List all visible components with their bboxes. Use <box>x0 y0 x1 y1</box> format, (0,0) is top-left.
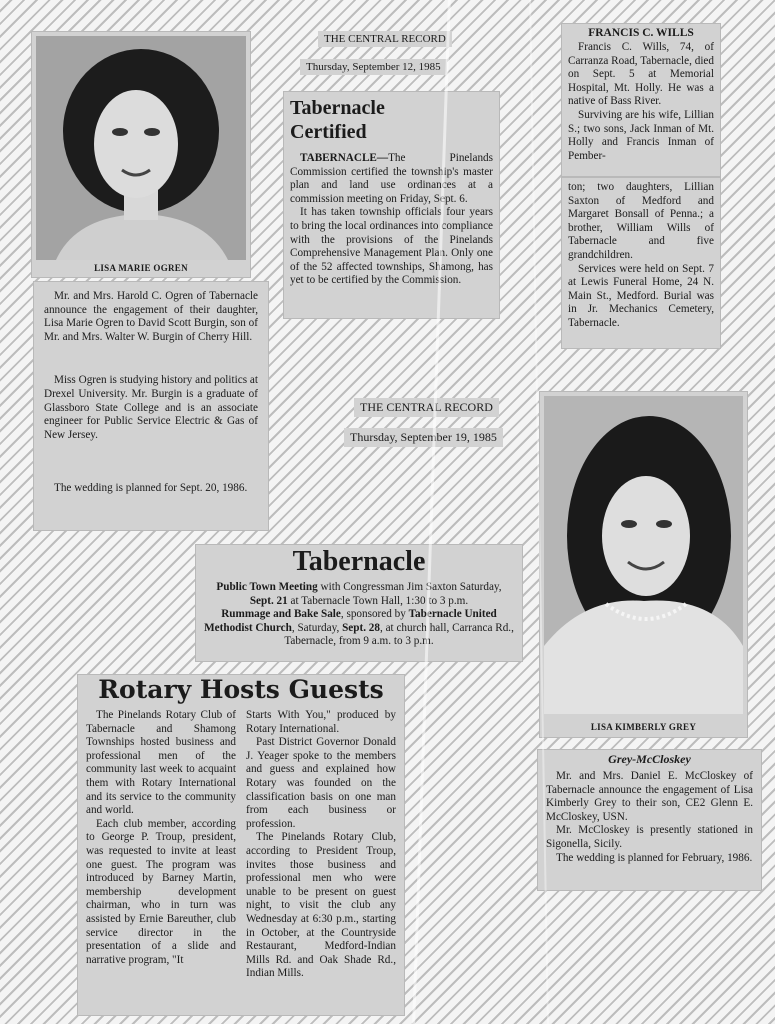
ogren-engagement-article <box>34 282 268 530</box>
notice-rummage-sale: Rummage and Bake Sale, sponsored by Tabernacle United Methodist Church, Saturday, Sept. 28, at church hall, Carranca Rd., Tabernacle, from 9 a.m. to 3 p.m. <box>204 608 514 648</box>
wills-paragraph-3: ton; two daughters, Lillian Saxton of Medford and Margaret Bonsall of Penna.; a brother, William Wills of Tabernacle and five grandchildren. <box>568 181 714 261</box>
grey-photo-caption: LISA KIMBERLY GREY <box>590 722 697 732</box>
rotary-col1-paragraph-2: Each club member, according to George P. Troup, president, was requested to invite at least one guest. The program was introduced by Barney Martin, membership development chairman, who in turn was assisted by Ernie Bareuther, club service director in the presentation of a slide and narrative program, "It <box>86 817 236 966</box>
ogren-paragraph-2: Miss Ogren is studying history and politics at Drexel University. Mr. Burgin is a graduate of Glassboro State College and is an associate engineer for Public Service Electric & Gas of New Jersey. <box>44 374 258 441</box>
grey-paragraph-1: Mr. and Mrs. Daniel E. McCloskey of Tabernacle announce the engagement of Lisa Kimberly Grey to their son, CE2 Glenn E. McCloskey, USN. <box>546 770 753 823</box>
tabernacle-notices <box>196 545 522 661</box>
grey-portrait-photo <box>544 396 743 714</box>
masthead-sept12: THE CENTRAL RECORD <box>318 31 452 47</box>
notice-town-meeting: Public Town Meeting with Congressman Jim Saxton Saturday, Sept. 21 at Tabernacle Town Hall, 1:30 to 3 p.m. <box>216 581 502 607</box>
wills-obituary-part-a <box>562 24 720 176</box>
masthead-sept19: THE CENTRAL RECORD <box>354 398 499 417</box>
rotary-col2-paragraph-3: The Pinelands Rotary Club, according to President Troup, invites those business and professional men who were unable to be present on guest night, to visit the club any Wednesday at 6:30 p.m., starting in October, at the Countryside Restaurant, Medford-Indian Mills Rd. and Oak Shade Rd., Indian Mills. <box>246 831 396 980</box>
notices-headline: Tabernacle <box>292 546 426 577</box>
grey-photo-clipping <box>540 392 747 737</box>
masthead-sept12-date: Thursday, September 12, 1985 <box>300 59 447 75</box>
rotary-headline: Rotary Hosts Guests <box>98 675 384 704</box>
grey-mccloskey-article <box>538 750 761 890</box>
wills-paragraph-2: Surviving are his wife, Lillian S.; two sons, Jack Inman of Mt. Holly and Francis Inman of Pember- <box>568 108 714 162</box>
masthead-sept19-date: Thursday, September 19, 1985 <box>344 428 503 447</box>
rotary-column-2 <box>246 709 396 981</box>
certified-paragraph-1: TABERNACLE—The Pinelands Commission certified the township's master plan and land use ordinances at a commission meeting on Friday, Sept. 6. <box>290 152 493 205</box>
rotary-col1-paragraph-1: The Pinelands Rotary Club of Tabernacle and Shamong Townships hosted business and professional men of the community last week to acquaint them with Rotary International and its service to the community and world. <box>86 709 236 817</box>
rotary-column-1 <box>86 709 236 981</box>
wills-paragraph-4: Services were held on Sept. 7 at Lewis Funeral Home, 24 N. Main St., Medford. Burial was in Jr. Mechanics Cemetery, Tabernacle. <box>568 262 714 329</box>
grey-headline: Grey-McCloskey <box>608 752 691 766</box>
rotary-col2-paragraph-1: Starts With You," produced by Rotary International. <box>246 709 396 735</box>
wills-obituary-part-b <box>562 178 720 348</box>
rotary-article <box>78 675 404 1015</box>
ogren-paragraph-3: The wedding is planned for Sept. 20, 1986. <box>54 482 248 495</box>
tabernacle-certified-article <box>284 92 499 318</box>
grey-paragraph-3: The wedding is planned for February, 1986. <box>556 851 753 864</box>
rotary-col2-paragraph-2: Past District Governor Donald J. Yeager spoke to the members and guess and explained how Rotary was founded on the classification basis on one man from each business or profession. <box>246 736 396 830</box>
ogren-paragraph-1: Mr. and Mrs. Harold C. Ogren of Tabernacle announce the engagement of their daughter, Lisa Marie Ogren to David Scott Burgin, son of Mr. and Mrs. Walter W. Burgin of Cherry Hill. <box>44 290 258 343</box>
wills-headline: FRANCIS C. WILLS <box>588 27 694 39</box>
ogren-portrait-photo <box>36 36 246 260</box>
grey-paragraph-2: Mr. McCloskey is presently stationed in Sigonella, Sicily. <box>546 824 753 850</box>
certified-paragraph-2: It has taken township officials four years to bring the local ordinances into compliance with the provisions of the Pinelands Comprehensive Management Plan. Only one of the 52 affected townships, Shamong, has yet to be certified by the Commission. <box>290 206 493 287</box>
ogren-photo-caption: LISA MARIE OGREN <box>94 263 188 273</box>
ogren-photo-clipping <box>32 32 250 277</box>
certified-dateline: TABERNACLE— <box>300 152 389 164</box>
certified-headline: Tabernacle Certified <box>290 97 385 143</box>
wills-paragraph-1: Francis C. Wills, 74, of Carranza Road, Tabernacle, died on Sept. 5 at Memorial Hospital, Mt. Holly. He was a native of Bass River. <box>568 41 714 108</box>
